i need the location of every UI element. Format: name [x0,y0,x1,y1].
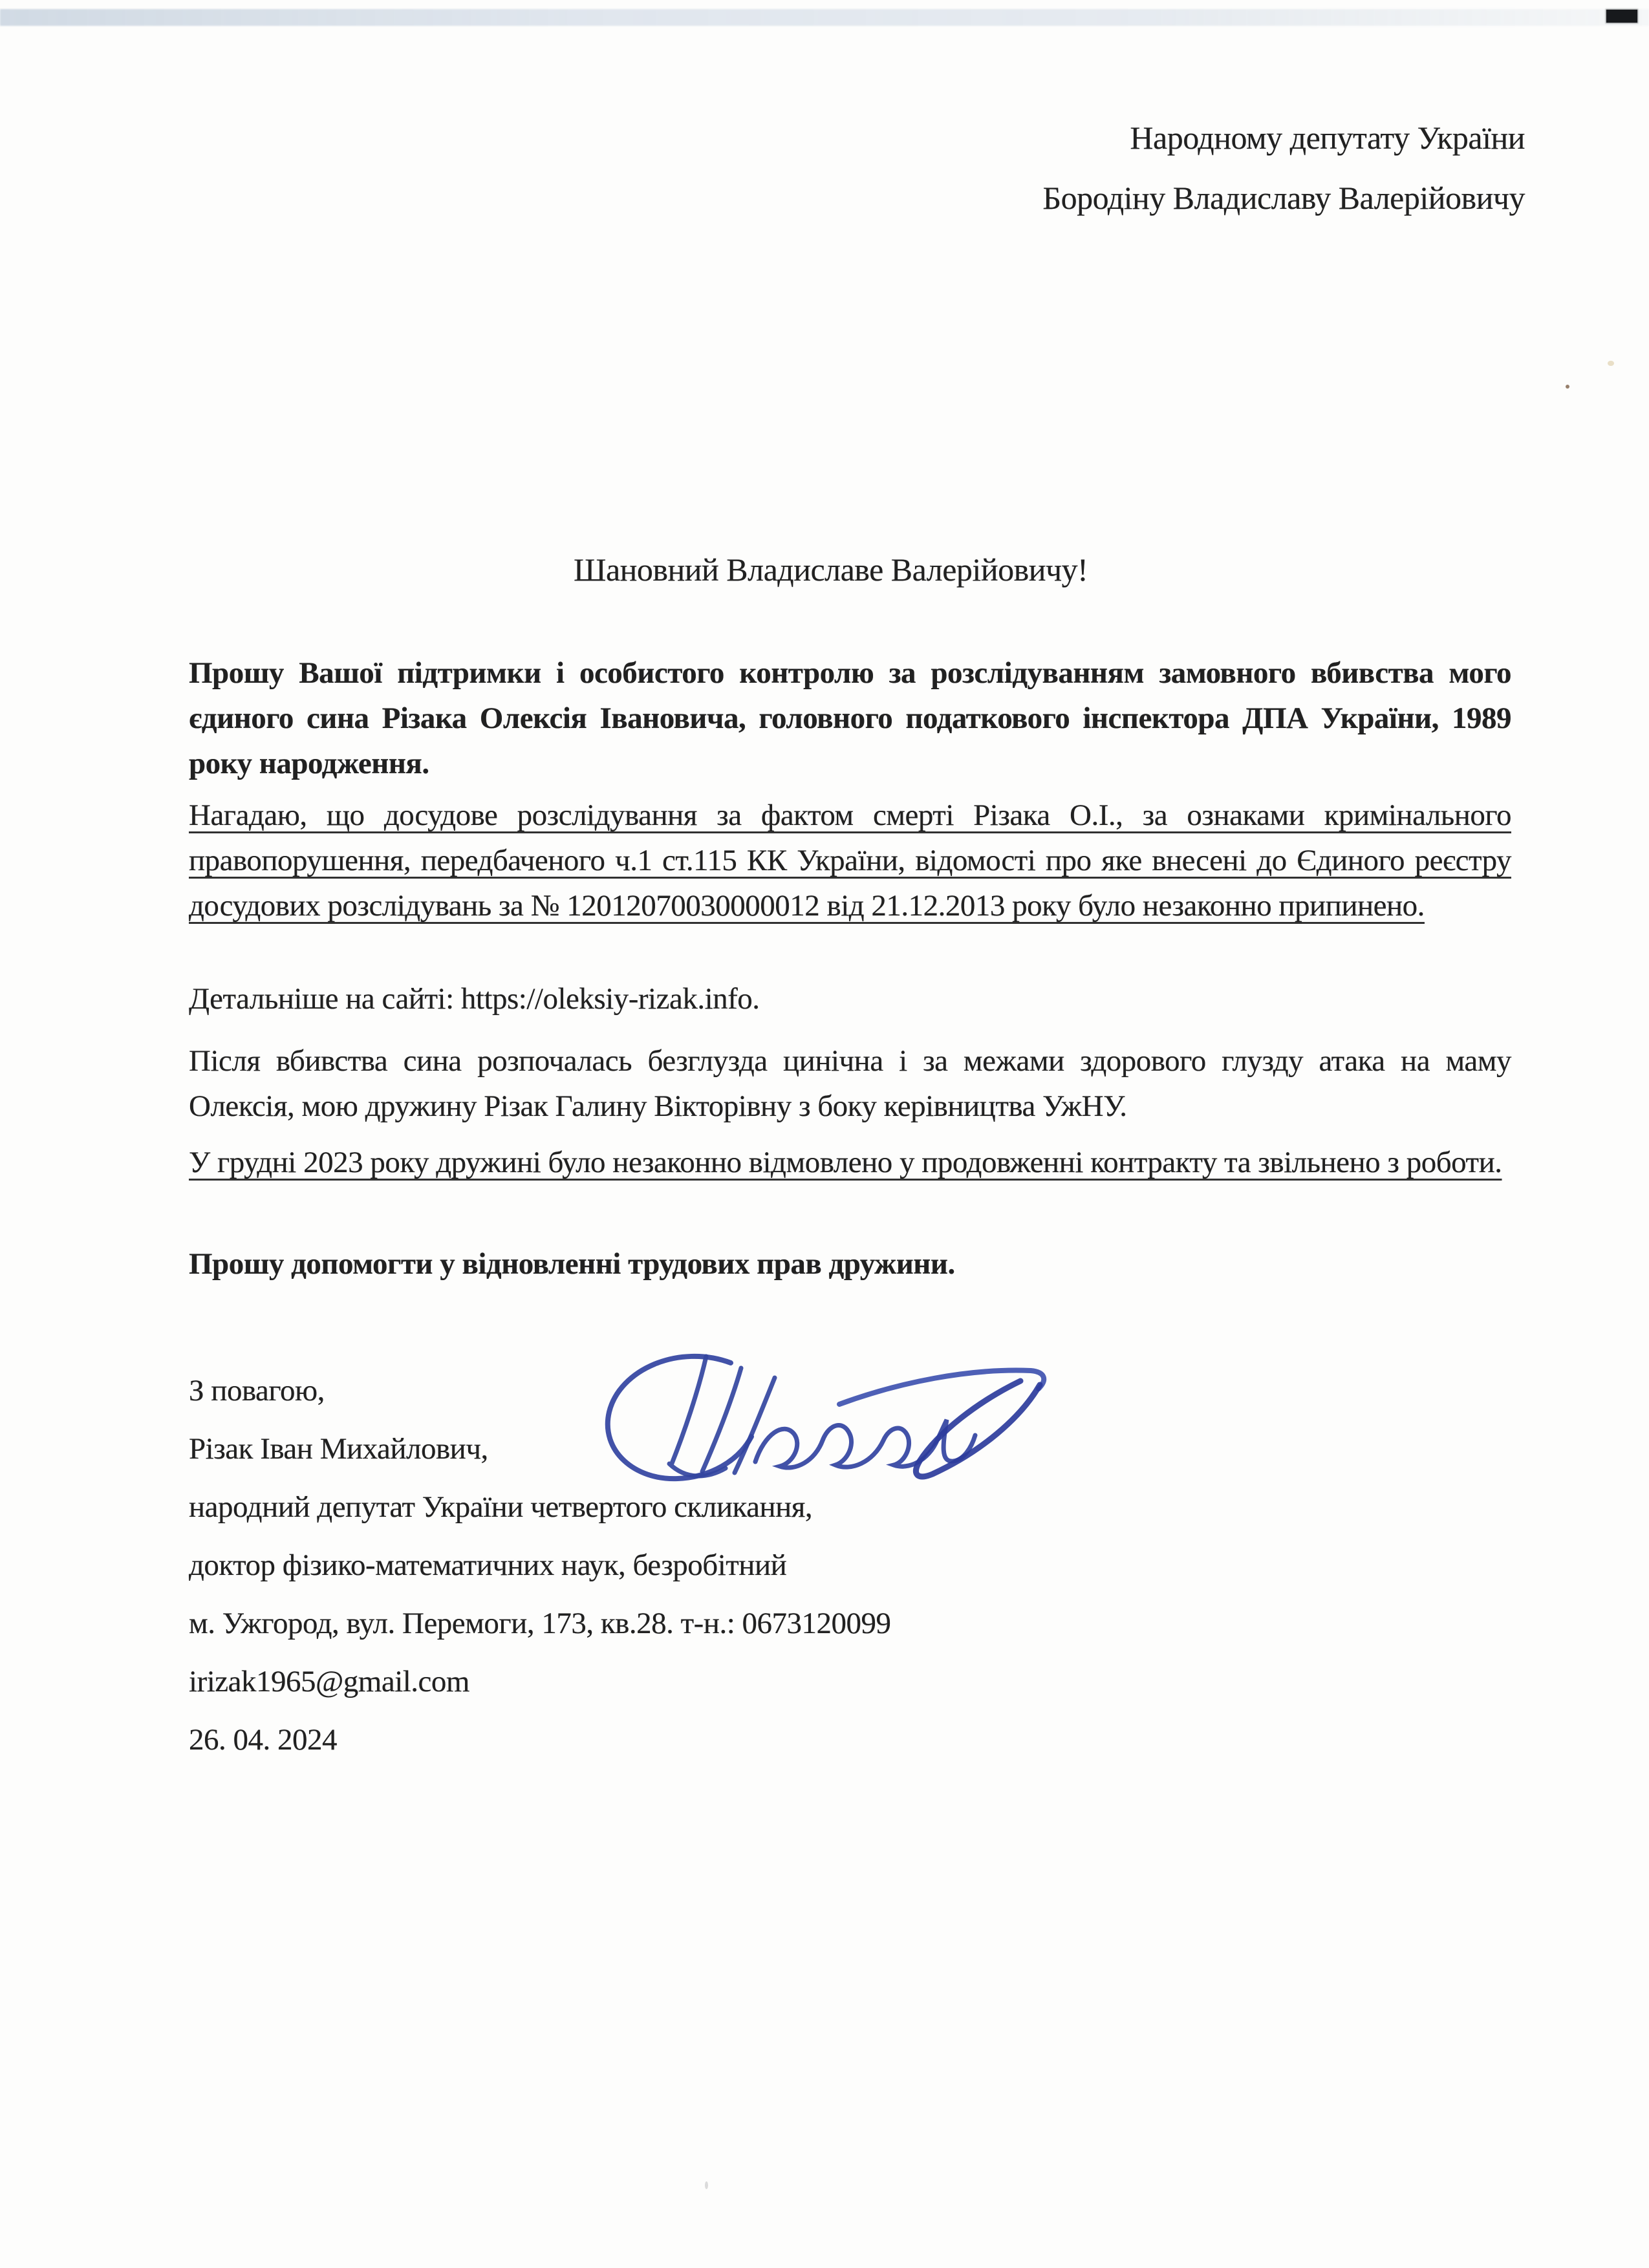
signatory-title-doctor: доктор фізико-математичних наук, безробітний [189,1548,787,1582]
closing-regards: З повагою, [189,1374,325,1407]
signature-stroke-scribble [755,1420,975,1468]
signatory-address: м. Ужгород, вул. Перемоги, 173, кв.28. т-н.: 0673120099 [189,1607,891,1640]
signatory-title-deputy: народний депутат України четвертого скликання, [189,1490,813,1524]
paragraph-help-request: Прошу допомогти у відновленні трудових прав дружини. [189,1247,955,1281]
signature-stroke-flourish-diagonal [916,1381,1040,1477]
scan-noise-band [0,9,1649,26]
recipient-line-1: Народному депутату України [1130,120,1525,156]
signatory-name: Різак Іван Михайлович, [189,1432,488,1466]
scan-speck [1566,385,1569,389]
signature-stroke-oval [608,1356,751,1479]
salutation: Шановний Владиславе Валерійовичу! [574,551,1088,588]
scan-speck [705,2181,708,2189]
paragraph-contract-termination: У грудні 2023 року дружині було незаконно відмовлено у продовженні контракту та звільнено з роботи. [189,1146,1502,1179]
handwritten-signature [601,1342,1083,1488]
paragraph-attack-on-wife: Після вбивства сина розпочалась безглузда цинічна і за межами здорового глузду атака на маму Олексія, мою дружину Різак Галину Вікторівну з боку керівництва УжНУ. [189,1044,1511,1123]
recipient-block [1042,122,1525,214]
signature-date: 26. 04. 2024 [189,1723,337,1757]
paragraph-details-website: Детальніше на сайті: https://oleksiy-rizak.info. [189,982,760,1016]
paragraph-investigation-reminder: Нагадаю, що досудове розслідування за фактом смерті Різака О.І., за ознаками кримінального правопорушення, передбаченого ч.1 ст.115 КК України, відомості про яке внесені до Єдиного реєстру досудових розслідувань за № 12012070030000012 від 21.12.2013 року було незаконно припинено. [189,798,1511,923]
signatory-email: irizak1965@gmail.com [189,1665,469,1698]
scan-speck [1608,361,1614,366]
recipient-line-2: Бородіну Владиславу Валерійовичу [1042,180,1525,216]
scan-artifact-mark [1606,10,1637,23]
paragraph-request-support: Прошу Вашої підтримки і особистого контролю за розслідуванням замовного вбивства мого єдиного сина Різака Олексія Івановича, головного податкового інспектора ДПА України, 1989 року народження. [189,656,1511,780]
